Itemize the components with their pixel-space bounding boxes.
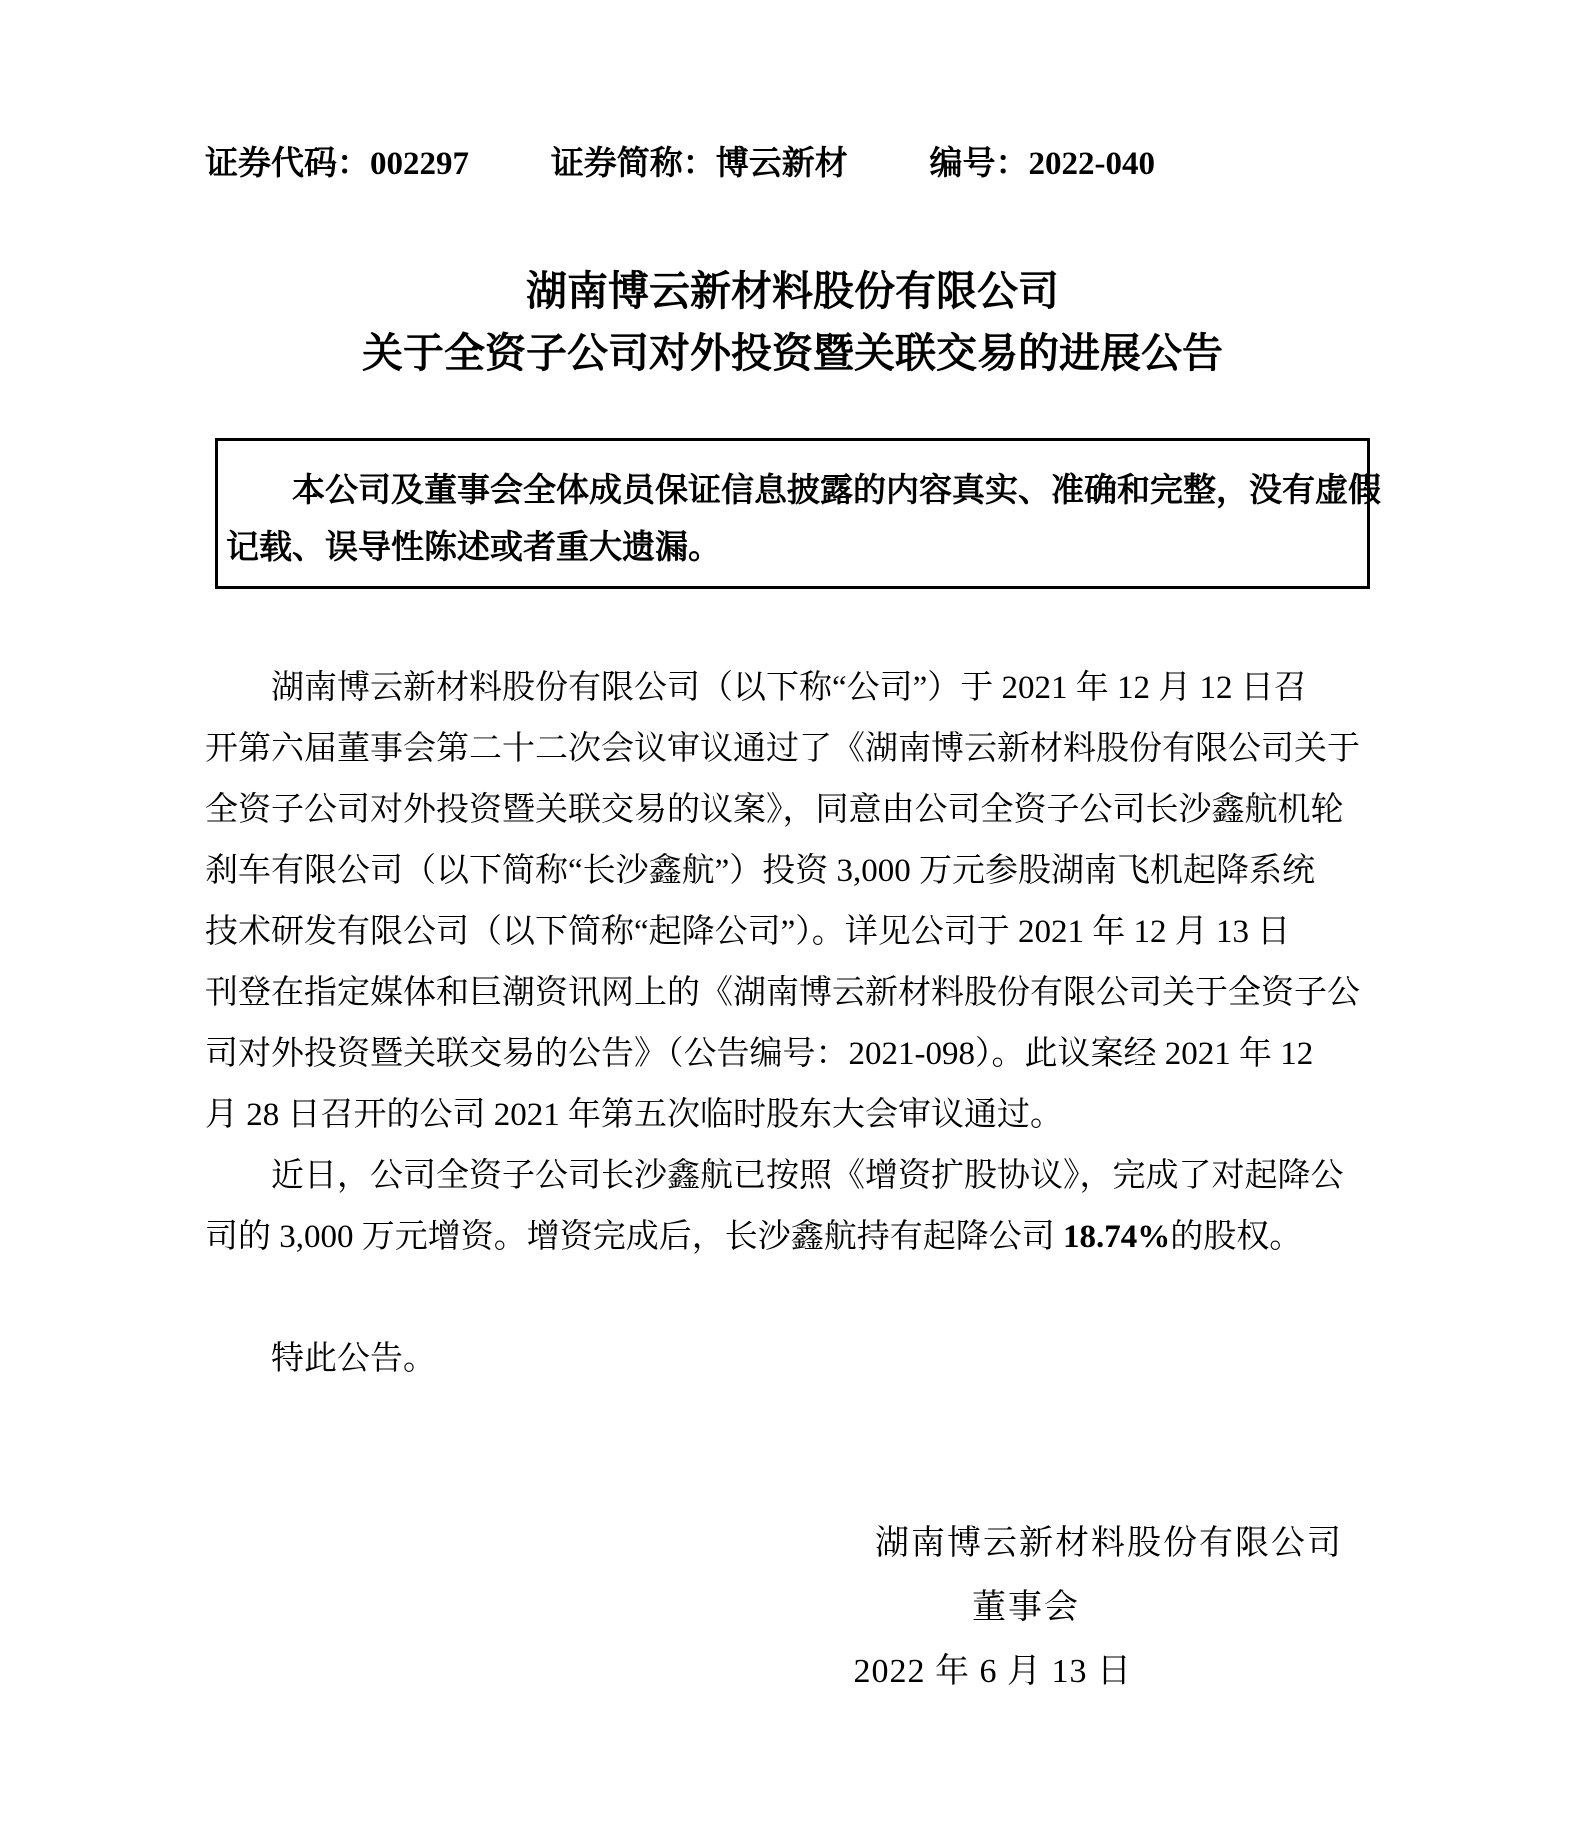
closing-statement: 特此公告。 (271, 1341, 436, 1377)
signature-company-name: 湖南博云新材料股份有限公司 (875, 1525, 1343, 1562)
paragraph-line (205, 1207, 1383, 1268)
disclaimer-line-1: 本公司及董事会全体成员保证信息披露的内容真实、准确和完整，没有虚假 (292, 473, 1381, 509)
body-paragraph-2 (205, 1146, 1383, 1268)
paragraph-line: 月 28 日召开的公司 2021 年第五次临时股东大会审议通过。 (205, 1097, 1063, 1133)
paragraph-line: 司对外投资暨关联交易的公告》（公告编号：2021-098）。此议案经 2021 年 12 (205, 1036, 1314, 1072)
document-header-row (205, 143, 1155, 185)
disclaimer-box (215, 438, 1381, 589)
document-body (205, 658, 1383, 1390)
body-paragraph-1 (205, 658, 1383, 1146)
disclaimer-line-2: 记载、误导性陈述或者重大遗漏。 (226, 530, 721, 566)
paragraph-text-segment: 司的 3,000 万元增资。增资完成后，长沙鑫航持有起降公司 (205, 1219, 1063, 1255)
paragraph-line: 技术研发有限公司（以下简称“起降公司”）。详见公司于 2021 年 12 月 13 日 (205, 914, 1291, 950)
paragraph-line: 刊登在指定媒体和巨潮资讯网上的《湖南博云新材料股份有限公司关于全资子公 (205, 975, 1360, 1011)
paragraph-text-segment: 的股权。 (1170, 1219, 1303, 1255)
signature-block (205, 1512, 1380, 1704)
paragraph-line: 开第六届董事会第二十二次会议审议通过了《湖南博云新材料股份有限公司关于 (205, 731, 1360, 767)
paragraph-line: 近日，公司全资子公司长沙鑫航已按照《增资扩股协议》，完成了对起降公 (271, 1158, 1344, 1194)
title-announcement-subject: 关于全资子公司对外投资暨关联交易的进展公告 (362, 330, 1223, 376)
paragraph-line: 刹车有限公司（以下简称“长沙鑫航”）投资 3,000 万元参股湖南飞机起降系统 (205, 853, 1316, 889)
equity-percentage-value: 18.74% (1063, 1219, 1171, 1255)
document-title (205, 260, 1380, 384)
title-company-name: 湖南博云新材料股份有限公司 (526, 268, 1059, 314)
paragraph-line: 全资子公司对外投资暨关联交易的议案》，同意由公司全资子公司长沙鑫航机轮 (205, 792, 1344, 828)
paragraph-line: 湖南博云新材料股份有限公司（以下称“公司”）于 2021 年 12 月 12 日召 (271, 670, 1307, 706)
announcement-number-label: 编号：2022-040 (929, 146, 1155, 182)
signature-date: 2022 年 6 月 13 日 (853, 1653, 1132, 1690)
signature-board-of-directors: 董事会 (972, 1589, 1080, 1626)
stock-name-label: 证券简称：博云新材 (550, 146, 848, 182)
stock-code-label: 证券代码：002297 (205, 146, 469, 182)
